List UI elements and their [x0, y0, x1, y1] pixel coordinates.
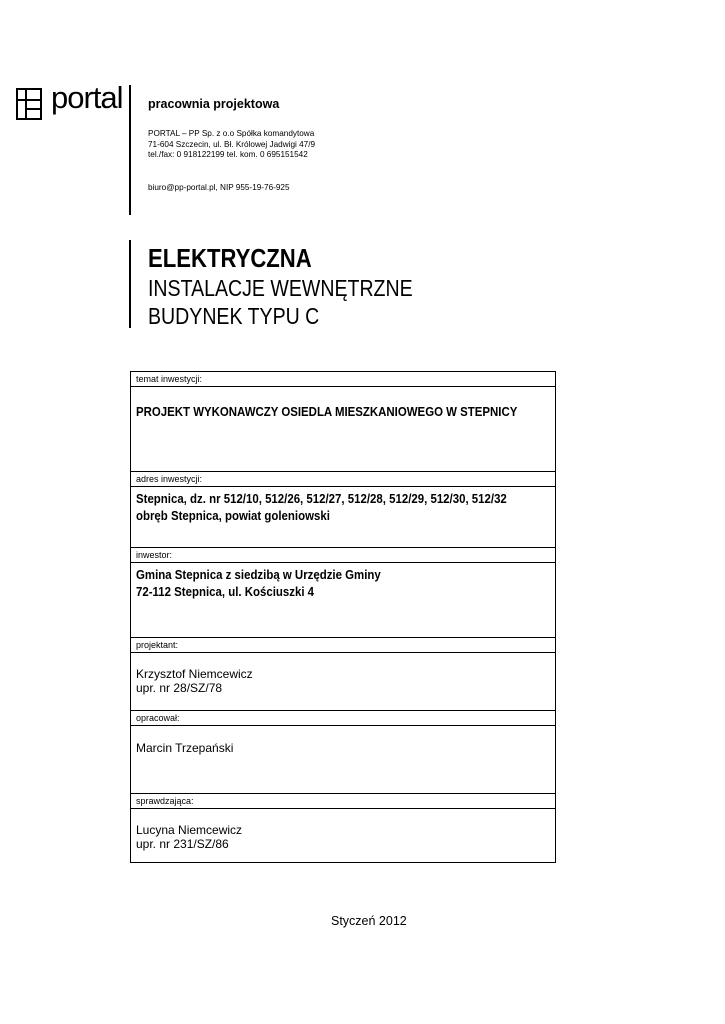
temat-label: temat inwestycji: [131, 372, 556, 387]
opracowal-name: Marcin Trzepański [136, 741, 234, 755]
table-row [131, 711, 556, 726]
opracowal-value [131, 726, 556, 794]
table-row [131, 794, 556, 809]
opracowal-label: opracował: [131, 711, 556, 726]
adres-value [131, 487, 556, 548]
document-date: Styczeń 2012 [331, 914, 407, 928]
adres-line-1: Stepnica, dz. nr 512/10, 512/26, 512/27, 512/28, 512/29, 512/30, 512/32 [136, 491, 507, 506]
sprawdzajaca-name: Lucyna Niemcewicz [136, 823, 243, 837]
table-row [131, 472, 556, 487]
table-row [131, 653, 556, 711]
projektant-value [131, 653, 556, 711]
table-row [131, 809, 556, 863]
company-address [148, 129, 315, 161]
company-contact: biuro@pp-portal.pl, NIP 955-19-76-925 [148, 183, 290, 192]
address-line: tel./fax: 0 918122199 tel. kom. 0 695151542 [148, 150, 308, 159]
address-line: 71-604 Szczecin, ul. Bł. Królowej Jadwigi 47/9 [148, 139, 316, 149]
temat-value [131, 387, 556, 472]
table-row [131, 638, 556, 653]
adres-label: adres inwestycji: [131, 472, 556, 487]
sprawdzajaca-label: sprawdzająca: [131, 794, 556, 809]
table-row [131, 387, 556, 472]
address-line: PORTAL – PP Sp. z o.o Spółka komandytowa [148, 129, 315, 138]
title-line-1: ELEKTRYCZNA [148, 243, 312, 273]
table-row [131, 726, 556, 794]
header-divider [129, 85, 131, 215]
inwestor-value [131, 563, 556, 638]
sprawdzajaca-value [131, 809, 556, 863]
temat-text: PROJEKT WYKONAWCZY OSIEDLA MIESZKANIOWEGO W STEPNICY [136, 404, 518, 419]
adres-line-2: obręb Stepnica, powiat goleniowski [136, 508, 330, 523]
projektant-license: upr. nr 28/SZ/78 [136, 681, 223, 695]
document-title [148, 242, 459, 330]
sprawdzajaca-license: upr. nr 231/SZ/86 [136, 837, 229, 851]
table-row [131, 487, 556, 548]
inwestor-line-1: Gmina Stepnica z siedzibą w Urzędzie Gminy [136, 567, 381, 582]
table-row [131, 372, 556, 387]
title-line-3: BUDYNEK TYPU C [148, 303, 320, 329]
title-line-2: INSTALACJE WEWNĘTRZNE [148, 275, 413, 301]
portal-logo-icon [16, 88, 50, 120]
company-name: pracownia projektowa [148, 97, 280, 111]
table-row [131, 548, 556, 563]
title-divider [129, 240, 131, 328]
projektant-name: Krzysztof Niemcewicz [136, 667, 253, 681]
inwestor-line-2: 72-112 Stepnica, ul. Kościuszki 4 [136, 584, 315, 599]
project-info-table [130, 371, 556, 863]
table-row [131, 563, 556, 638]
projektant-label: projektant: [131, 638, 556, 653]
logo-wordmark: portal [51, 80, 123, 115]
inwestor-label: inwestor: [131, 548, 556, 563]
